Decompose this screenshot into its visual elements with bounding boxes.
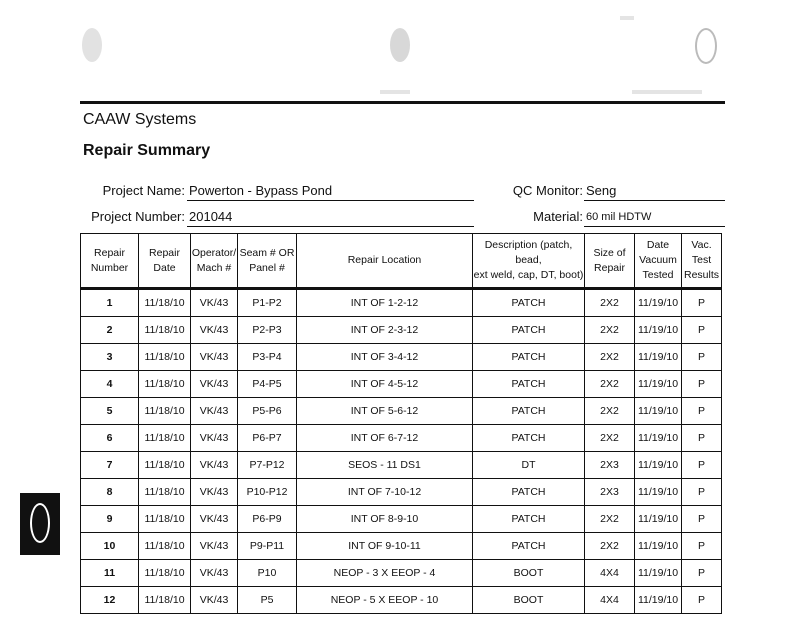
cell-vac-test-results: P bbox=[682, 506, 722, 533]
scan-mark bbox=[380, 90, 410, 94]
punch-hole-right bbox=[695, 28, 717, 64]
cell-description: BOOT bbox=[473, 587, 585, 614]
cell-vac-test-results: P bbox=[682, 479, 722, 506]
column-header-text: Test bbox=[691, 254, 712, 266]
cell-description: PATCH bbox=[473, 533, 585, 560]
cell-operator-mach: VK/43 bbox=[191, 317, 238, 344]
column-header-text: Repair bbox=[594, 261, 625, 274]
cell-vac-test-results: P bbox=[682, 371, 722, 398]
cell-repair-date: 11/18/10 bbox=[139, 587, 191, 614]
material-value: 60 mil HDTW bbox=[584, 209, 725, 227]
cell-operator-mach: VK/43 bbox=[191, 425, 238, 452]
cell-repair-location: INT OF 9-10-11 bbox=[297, 533, 473, 560]
cell-repair-location: NEOP - 5 X EEOP - 10 bbox=[297, 587, 473, 614]
column-header-text: Operator/ bbox=[191, 246, 237, 259]
cell-size-of-repair: 2X2 bbox=[585, 533, 635, 560]
cell-description: PATCH bbox=[473, 344, 585, 371]
cell-repair-number: 12 bbox=[81, 587, 139, 614]
column-header-text: Date bbox=[646, 239, 670, 251]
cell-repair-number: 4 bbox=[81, 371, 139, 398]
cell-vac-test-results: P bbox=[682, 533, 722, 560]
company-name: CAAW Systems bbox=[83, 111, 197, 128]
column-header-text: Description (patch, bead, bbox=[484, 239, 573, 266]
qc-monitor-value: Seng bbox=[584, 183, 725, 201]
cell-operator-mach: VK/43 bbox=[191, 533, 238, 560]
binder-tab bbox=[20, 493, 60, 555]
table-row bbox=[81, 533, 722, 560]
cell-repair-number: 8 bbox=[81, 479, 139, 506]
project-number-label: Project Number: bbox=[91, 209, 185, 224]
column-header-text: Number bbox=[90, 261, 129, 274]
table-row bbox=[81, 452, 722, 479]
cell-repair-location: NEOP - 3 X EEOP - 4 bbox=[297, 560, 473, 587]
cell-vac-test-results: P bbox=[682, 344, 722, 371]
column-header-size-of-repair bbox=[585, 234, 635, 289]
column-header-seam-panel bbox=[238, 234, 297, 289]
project-number-value: 201044 bbox=[187, 209, 474, 227]
material-label: Material: bbox=[533, 209, 583, 224]
cell-description: PATCH bbox=[473, 506, 585, 533]
cell-size-of-repair: 2X2 bbox=[585, 289, 635, 317]
cell-repair-number: 11 bbox=[81, 560, 139, 587]
cell-size-of-repair: 2X3 bbox=[585, 452, 635, 479]
cell-date-vacuum-tested: 11/19/10 bbox=[635, 344, 682, 371]
binder-ring-icon bbox=[30, 503, 50, 543]
cell-repair-date: 11/18/10 bbox=[139, 317, 191, 344]
column-header-vac-test-results bbox=[682, 234, 722, 289]
cell-operator-mach: VK/43 bbox=[191, 289, 238, 317]
header-rule bbox=[80, 101, 725, 104]
cell-seam-panel: P10-P12 bbox=[238, 479, 297, 506]
cell-date-vacuum-tested: 11/19/10 bbox=[635, 317, 682, 344]
table-row bbox=[81, 479, 722, 506]
table-row bbox=[81, 506, 722, 533]
column-header-text: Seam # OR bbox=[239, 246, 295, 259]
cell-operator-mach: VK/43 bbox=[191, 452, 238, 479]
cell-repair-location: INT OF 5-6-12 bbox=[297, 398, 473, 425]
cell-operator-mach: VK/43 bbox=[191, 344, 238, 371]
cell-size-of-repair: 4X4 bbox=[585, 587, 635, 614]
cell-date-vacuum-tested: 11/19/10 bbox=[635, 452, 682, 479]
column-header-text: ext weld, cap, DT, boot) bbox=[473, 269, 584, 281]
column-header-text: Repair Location bbox=[347, 254, 422, 266]
cell-seam-panel: P6-P9 bbox=[238, 506, 297, 533]
cell-size-of-repair: 2X2 bbox=[585, 371, 635, 398]
cell-description: PATCH bbox=[473, 317, 585, 344]
cell-repair-date: 11/18/10 bbox=[139, 452, 191, 479]
cell-date-vacuum-tested: 11/19/10 bbox=[635, 533, 682, 560]
repair-summary-table bbox=[80, 233, 722, 614]
column-header-text: Panel # bbox=[249, 261, 285, 274]
cell-description: PATCH bbox=[473, 371, 585, 398]
table-body bbox=[81, 289, 722, 614]
cell-repair-location: SEOS - 11 DS1 bbox=[297, 452, 473, 479]
cell-size-of-repair: 2X2 bbox=[585, 425, 635, 452]
cell-size-of-repair: 2X2 bbox=[585, 506, 635, 533]
cell-vac-test-results: P bbox=[682, 425, 722, 452]
cell-description: PATCH bbox=[473, 479, 585, 506]
table-row bbox=[81, 289, 722, 317]
cell-date-vacuum-tested: 11/19/10 bbox=[635, 479, 682, 506]
scan-mark bbox=[620, 16, 634, 20]
cell-seam-panel: P3-P4 bbox=[238, 344, 297, 371]
cell-date-vacuum-tested: 11/19/10 bbox=[635, 398, 682, 425]
column-header-text: Vac. bbox=[691, 239, 712, 251]
project-name-value: Powerton - Bypass Pond bbox=[187, 183, 474, 201]
cell-seam-panel: P5-P6 bbox=[238, 398, 297, 425]
cell-seam-panel: P7-P12 bbox=[238, 452, 297, 479]
project-name-label: Project Name: bbox=[102, 183, 185, 198]
cell-repair-number: 5 bbox=[81, 398, 139, 425]
cell-operator-mach: VK/43 bbox=[191, 506, 238, 533]
punch-hole-left bbox=[82, 28, 102, 62]
cell-vac-test-results: P bbox=[682, 398, 722, 425]
cell-repair-location: INT OF 4-5-12 bbox=[297, 371, 473, 398]
column-header-repair-number bbox=[81, 234, 139, 289]
cell-repair-location: INT OF 8-9-10 bbox=[297, 506, 473, 533]
table-row bbox=[81, 317, 722, 344]
cell-operator-mach: VK/43 bbox=[191, 479, 238, 506]
cell-repair-date: 11/18/10 bbox=[139, 560, 191, 587]
cell-size-of-repair: 2X3 bbox=[585, 479, 635, 506]
cell-seam-panel: P9-P11 bbox=[238, 533, 297, 560]
column-header-text: Vacuum bbox=[639, 254, 677, 266]
column-header-text: Mach # bbox=[196, 261, 232, 274]
cell-seam-panel: P2-P3 bbox=[238, 317, 297, 344]
scan-mark bbox=[632, 90, 702, 94]
cell-repair-location: INT OF 1-2-12 bbox=[297, 289, 473, 317]
cell-size-of-repair: 2X2 bbox=[585, 317, 635, 344]
cell-vac-test-results: P bbox=[682, 289, 722, 317]
cell-description: DT bbox=[473, 452, 585, 479]
table-row bbox=[81, 371, 722, 398]
cell-date-vacuum-tested: 11/19/10 bbox=[635, 425, 682, 452]
column-header-text: Results bbox=[683, 269, 719, 281]
cell-repair-date: 11/18/10 bbox=[139, 479, 191, 506]
cell-repair-number: 1 bbox=[81, 289, 139, 317]
cell-seam-panel: P4-P5 bbox=[238, 371, 297, 398]
cell-date-vacuum-tested: 11/19/10 bbox=[635, 587, 682, 614]
table-row bbox=[81, 398, 722, 425]
table-row bbox=[81, 344, 722, 371]
cell-repair-location: INT OF 2-3-12 bbox=[297, 317, 473, 344]
cell-vac-test-results: P bbox=[682, 452, 722, 479]
cell-repair-number: 9 bbox=[81, 506, 139, 533]
cell-date-vacuum-tested: 11/19/10 bbox=[635, 289, 682, 317]
cell-description: PATCH bbox=[473, 398, 585, 425]
punch-hole-center bbox=[390, 28, 410, 62]
column-header-date-vacuum-tested bbox=[635, 234, 682, 289]
cell-date-vacuum-tested: 11/19/10 bbox=[635, 560, 682, 587]
cell-date-vacuum-tested: 11/19/10 bbox=[635, 371, 682, 398]
cell-repair-date: 11/18/10 bbox=[139, 289, 191, 317]
cell-size-of-repair: 2X2 bbox=[585, 398, 635, 425]
table-row bbox=[81, 560, 722, 587]
column-header-repair-location bbox=[297, 234, 473, 289]
cell-repair-location: INT OF 3-4-12 bbox=[297, 344, 473, 371]
column-header-text: Repair bbox=[149, 246, 180, 259]
cell-repair-date: 11/18/10 bbox=[139, 425, 191, 452]
cell-vac-test-results: P bbox=[682, 317, 722, 344]
cell-repair-location: INT OF 7-10-12 bbox=[297, 479, 473, 506]
cell-repair-number: 3 bbox=[81, 344, 139, 371]
page-title: Repair Summary bbox=[83, 142, 211, 159]
cell-repair-date: 11/18/10 bbox=[139, 398, 191, 425]
column-header-text: Date bbox=[153, 261, 176, 274]
cell-repair-number: 10 bbox=[81, 533, 139, 560]
column-header-operator-mach bbox=[191, 234, 238, 289]
column-header-description bbox=[473, 234, 585, 289]
cell-seam-panel: P6-P7 bbox=[238, 425, 297, 452]
column-header-text: Tested bbox=[642, 269, 674, 281]
cell-size-of-repair: 2X2 bbox=[585, 344, 635, 371]
column-header-text: Repair bbox=[94, 246, 125, 259]
table-row bbox=[81, 587, 722, 614]
cell-repair-date: 11/18/10 bbox=[139, 533, 191, 560]
cell-repair-date: 11/18/10 bbox=[139, 344, 191, 371]
cell-vac-test-results: P bbox=[682, 560, 722, 587]
cell-repair-location: INT OF 6-7-12 bbox=[297, 425, 473, 452]
cell-repair-date: 11/18/10 bbox=[139, 371, 191, 398]
cell-operator-mach: VK/43 bbox=[191, 587, 238, 614]
cell-repair-number: 7 bbox=[81, 452, 139, 479]
cell-repair-number: 2 bbox=[81, 317, 139, 344]
cell-operator-mach: VK/43 bbox=[191, 371, 238, 398]
cell-repair-date: 11/18/10 bbox=[139, 506, 191, 533]
column-header-repair-date bbox=[139, 234, 191, 289]
cell-operator-mach: VK/43 bbox=[191, 398, 238, 425]
cell-operator-mach: VK/43 bbox=[191, 560, 238, 587]
table-header-row bbox=[81, 234, 722, 289]
cell-seam-panel: P10 bbox=[238, 560, 297, 587]
table-row bbox=[81, 425, 722, 452]
column-header-text: Size of bbox=[593, 246, 626, 259]
cell-seam-panel: P5 bbox=[238, 587, 297, 614]
cell-date-vacuum-tested: 11/19/10 bbox=[635, 506, 682, 533]
cell-description: PATCH bbox=[473, 425, 585, 452]
cell-vac-test-results: P bbox=[682, 587, 722, 614]
qc-monitor-label: QC Monitor: bbox=[512, 183, 583, 198]
cell-repair-number: 6 bbox=[81, 425, 139, 452]
cell-description: BOOT bbox=[473, 560, 585, 587]
cell-seam-panel: P1-P2 bbox=[238, 289, 297, 317]
cell-size-of-repair: 4X4 bbox=[585, 560, 635, 587]
cell-description: PATCH bbox=[473, 289, 585, 317]
